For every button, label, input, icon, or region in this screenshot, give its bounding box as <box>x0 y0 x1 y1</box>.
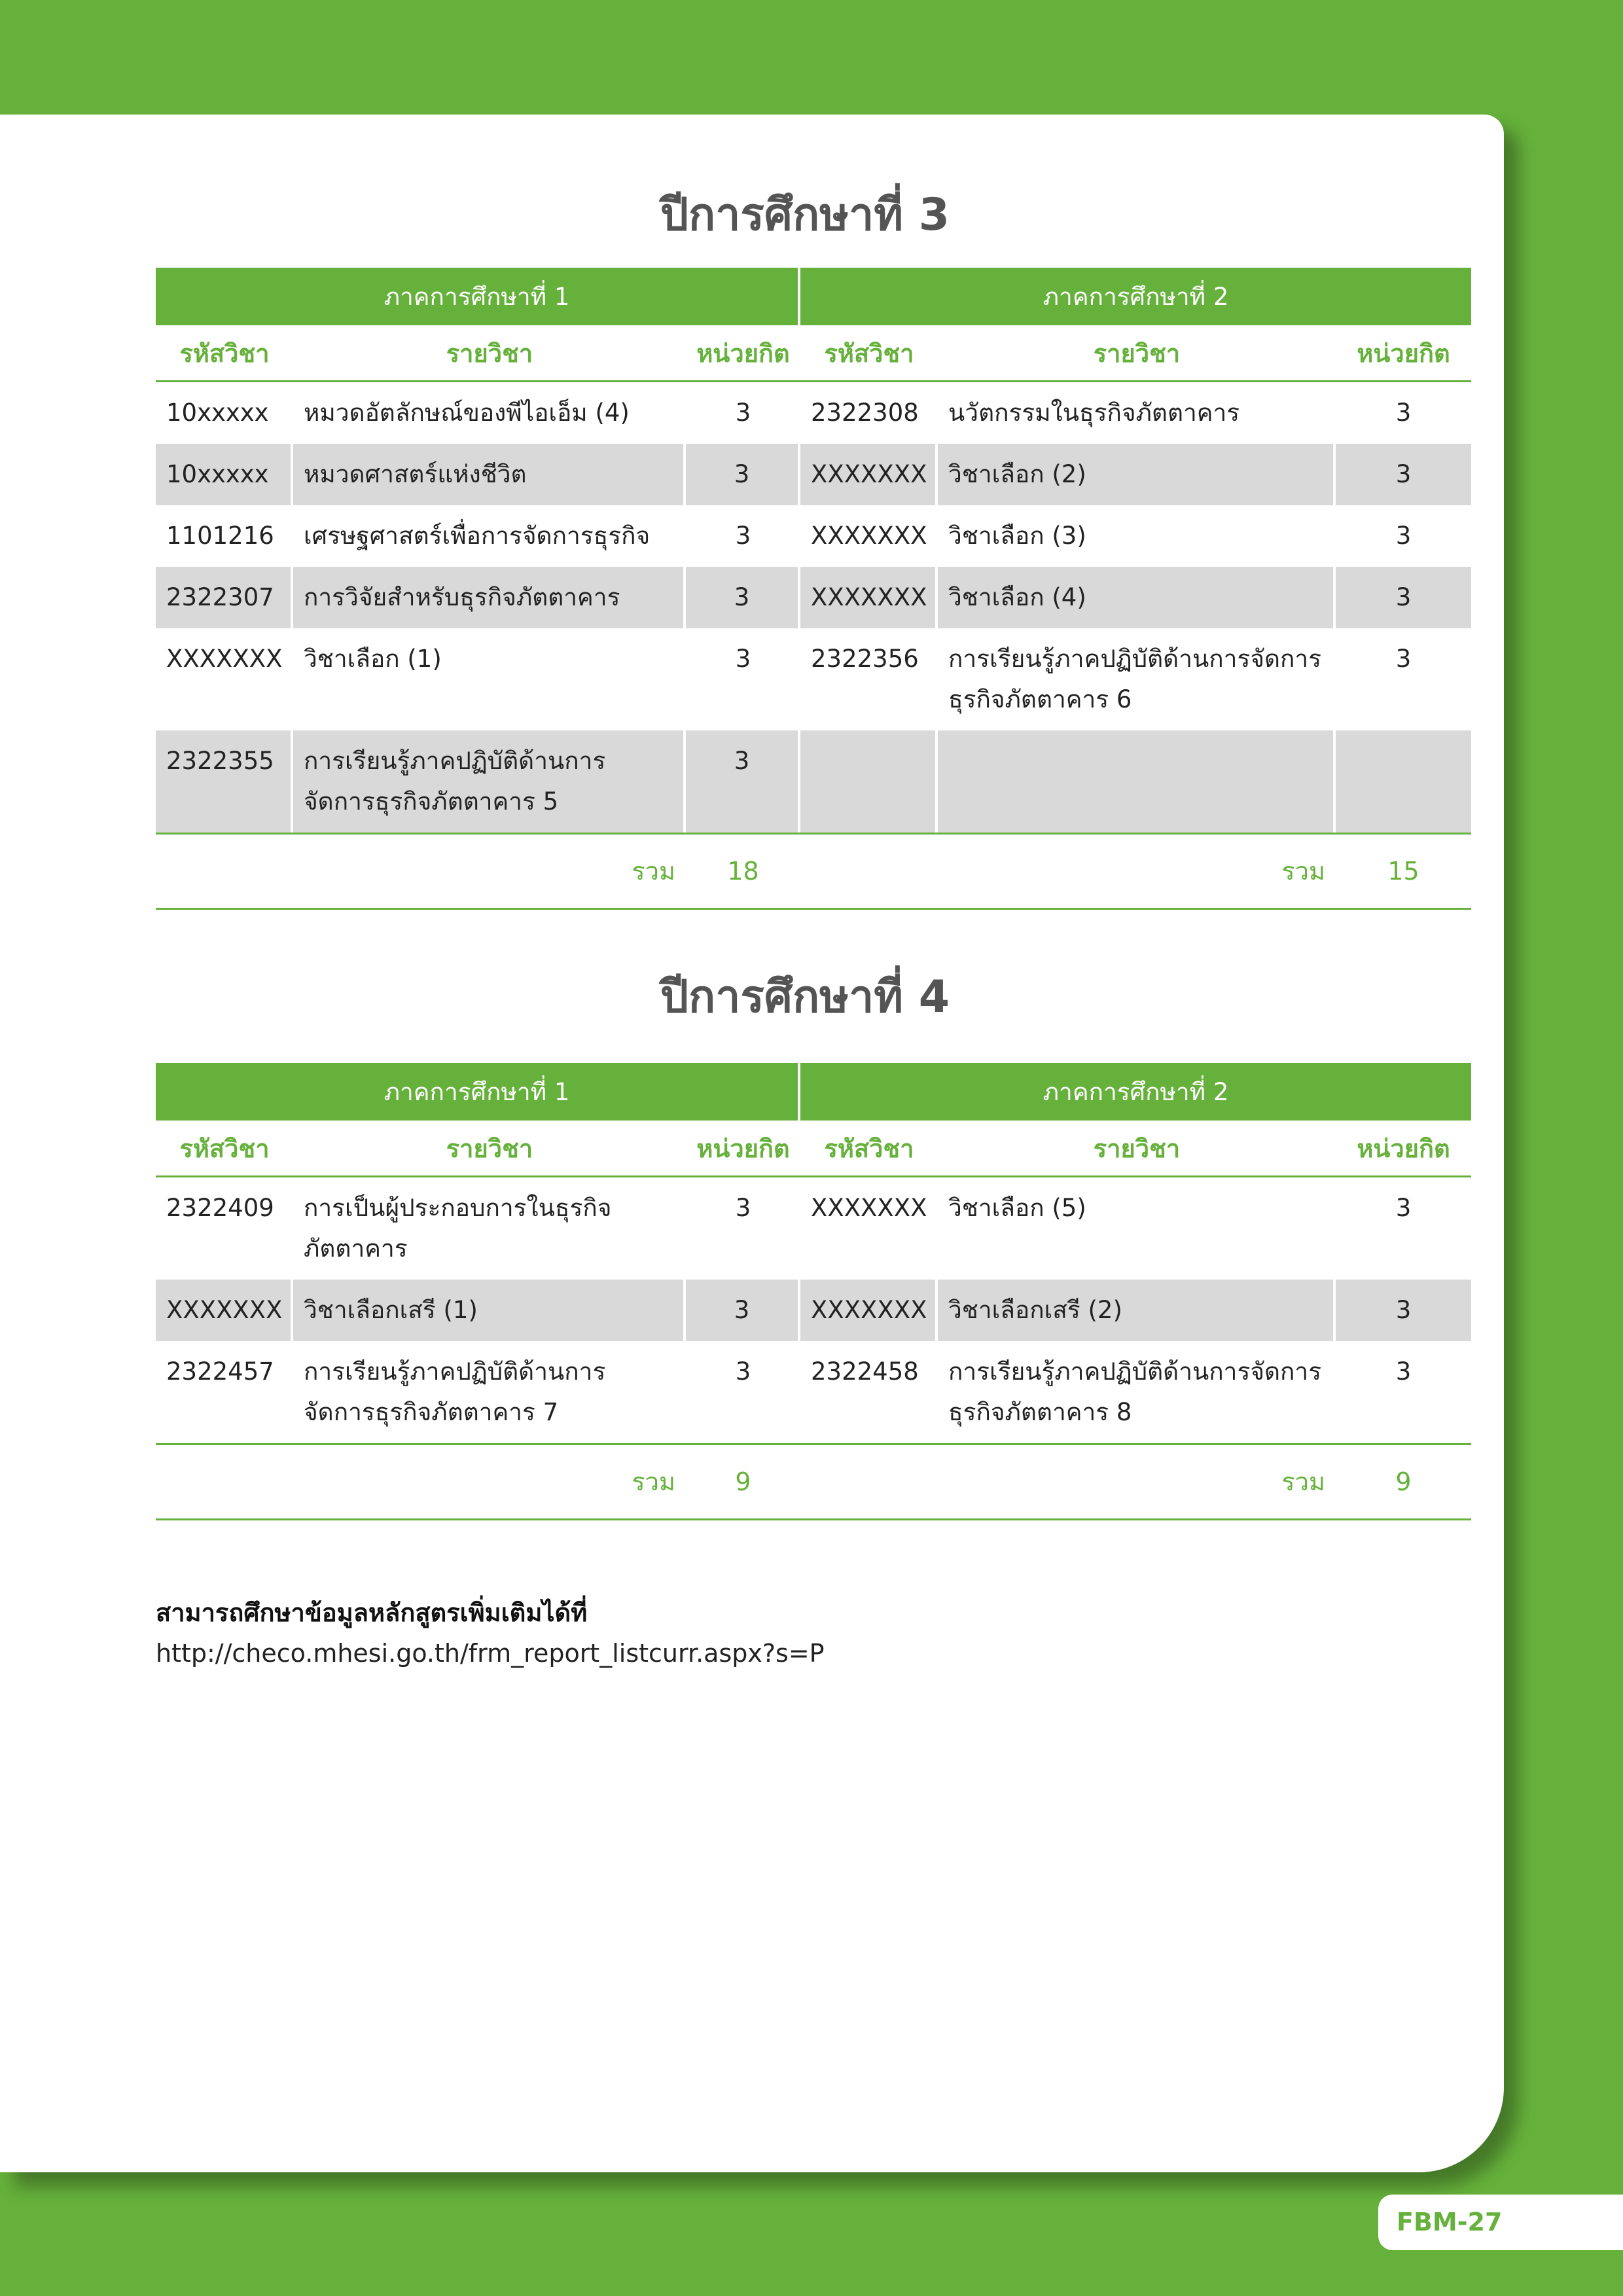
code-column-header: รหัสวิชา <box>156 1121 293 1177</box>
course-name <box>938 730 1336 833</box>
table-row <box>156 505 1471 567</box>
year-4-title: ปีการศึกษาที่ 4 <box>660 971 950 1023</box>
course-code: 2322307 <box>156 567 293 628</box>
credits-column-header: หน่วยกิต <box>686 1121 800 1177</box>
course-name: เศรษฐศาสตร์เพื่อการจัดการธุรกิจ <box>304 522 651 550</box>
year-4-table <box>156 1063 1471 1520</box>
course-code: XXXXXXX <box>800 567 938 628</box>
total-label: รวม <box>156 1443 686 1520</box>
course-credits: 3 <box>686 1280 800 1341</box>
course-name: การวิจัยสำหรับธุรกิจภัตตาคาร <box>293 567 686 628</box>
course-name: การเรียนรู้ภาคปฏิบัติด้านการจัดการธุรกิจภัตตาคาร 6 <box>948 645 1322 713</box>
course-code: 2322356 <box>811 645 919 673</box>
code-column-header: รหัสวิชา <box>800 1121 938 1177</box>
course-name: วิชาเลือก (1) <box>304 645 442 673</box>
table-row <box>156 628 1471 730</box>
page-number-tab <box>1378 2195 1623 2250</box>
course-name: วิชาเลือก (5) <box>948 1194 1086 1222</box>
course-name: วิชาเลือกเสรี (1) <box>293 1280 686 1341</box>
course-name: วิชาเลือก (2) <box>938 444 1336 505</box>
course-credits <box>1336 730 1471 833</box>
course-name: หมวดศาสตร์แห่งชีวิต <box>293 444 686 505</box>
course-credits: 3 <box>686 730 800 833</box>
name-column-header: รายวิชา <box>293 325 686 382</box>
semester-1-total: 18 <box>686 833 800 910</box>
course-name: วิชาเลือก (4) <box>938 567 1336 628</box>
credits-column-header: หน่วยกิต <box>1336 1121 1471 1177</box>
course-code: XXXXXXX <box>800 444 938 505</box>
name-column-header: รายวิชา <box>938 1121 1336 1177</box>
course-name: การเป็นผู้ประกอบการในธุรกิจภัตตาคาร <box>304 1194 612 1263</box>
course-code: 2322457 <box>166 1357 274 1386</box>
course-credits: 3 <box>1336 567 1471 628</box>
course-code: XXXXXXX <box>166 645 283 673</box>
total-label: รวม <box>156 833 686 910</box>
course-credits: 3 <box>686 444 800 505</box>
page-number: FBM-27 <box>1397 2208 1503 2236</box>
curriculum-link[interactable]: http://checo.mhesi.go.th/frm_report_listcurr.aspx?s=P <box>156 1639 825 1668</box>
total-label: รวม <box>800 833 1336 910</box>
course-code: 2322308 <box>811 399 919 427</box>
course-credits: 3 <box>1395 522 1412 550</box>
course-credits: 3 <box>735 1357 751 1386</box>
course-code: XXXXXXX <box>811 522 927 550</box>
course-credits: 3 <box>1395 645 1412 673</box>
year-3-title: ปีการศึกษาที่ 3 <box>660 189 950 241</box>
course-code: XXXXXXX <box>800 1280 938 1341</box>
course-credits: 3 <box>1395 1357 1412 1386</box>
semester-2-total: 9 <box>1336 1443 1471 1520</box>
course-code <box>800 730 938 833</box>
name-column-header: รายวิชา <box>938 325 1336 382</box>
course-code: 10xxxxx <box>156 444 293 505</box>
course-credits: 3 <box>735 399 751 427</box>
course-name: นวัตกรรมในธุรกิจภัตตาคาร <box>948 399 1240 427</box>
course-name: วิชาเลือกเสรี (2) <box>938 1280 1336 1341</box>
table-row <box>156 1341 1471 1443</box>
course-code: 10xxxxx <box>166 399 269 427</box>
course-code: 2322409 <box>166 1194 274 1222</box>
course-credits: 3 <box>735 522 751 550</box>
semester-2-header: ภาคการศึกษาที่ 2 <box>800 1063 1471 1121</box>
credits-column-header: หน่วยกิต <box>1336 325 1471 382</box>
semester-1-total: 9 <box>686 1443 800 1520</box>
more-info-title: สามารถศึกษาข้อมูลหลักสูตรเพิ่มเติมได้ที่ <box>156 1598 588 1627</box>
table-row <box>156 730 1471 833</box>
course-credits: 3 <box>1336 444 1471 505</box>
table-row <box>156 444 1471 505</box>
code-column-header: รหัสวิชา <box>156 325 293 382</box>
course-credits: 3 <box>1336 1280 1471 1341</box>
course-code: 2322355 <box>156 730 293 833</box>
course-credits: 3 <box>686 567 800 628</box>
course-code: 2322458 <box>811 1357 919 1386</box>
total-row <box>156 1443 1471 1520</box>
course-name: การเรียนรู้ภาคปฏิบัติด้านการจัดการธุรกิจภัตตาคาร 7 <box>304 1357 606 1426</box>
semester-2-total: 15 <box>1336 833 1471 910</box>
semester-1-header: ภาคการศึกษาที่ 1 <box>156 1063 800 1121</box>
table-row <box>156 382 1471 444</box>
table-row <box>156 1177 1471 1280</box>
table-row <box>156 1280 1471 1341</box>
course-name: การเรียนรู้ภาคปฏิบัติด้านการจัดการธุรกิจภัตตาคาร 5 <box>293 730 686 833</box>
table-row <box>156 567 1471 628</box>
course-credits: 3 <box>1395 1194 1412 1222</box>
course-name: การเรียนรู้ภาคปฏิบัติด้านการจัดการธุรกิจภัตตาคาร 8 <box>948 1357 1322 1426</box>
course-credits: 3 <box>735 645 751 673</box>
semester-2-header: ภาคการศึกษาที่ 2 <box>800 268 1471 325</box>
course-credits: 3 <box>1395 399 1412 427</box>
course-code: XXXXXXX <box>811 1194 927 1222</box>
course-credits: 3 <box>735 1194 751 1222</box>
course-name: หมวดอัตลักษณ์ของพีไอเอ็ม (4) <box>304 399 630 427</box>
name-column-header: รายวิชา <box>293 1121 686 1177</box>
year-3-table <box>156 268 1471 910</box>
course-name: วิชาเลือก (3) <box>948 522 1086 550</box>
course-code: XXXXXXX <box>156 1280 293 1341</box>
credits-column-header: หน่วยกิต <box>686 325 800 382</box>
semester-1-header: ภาคการศึกษาที่ 1 <box>156 268 800 325</box>
code-column-header: รหัสวิชา <box>800 325 938 382</box>
total-row <box>156 833 1471 910</box>
course-code: 1101216 <box>166 522 274 550</box>
total-label: รวม <box>800 1443 1336 1520</box>
